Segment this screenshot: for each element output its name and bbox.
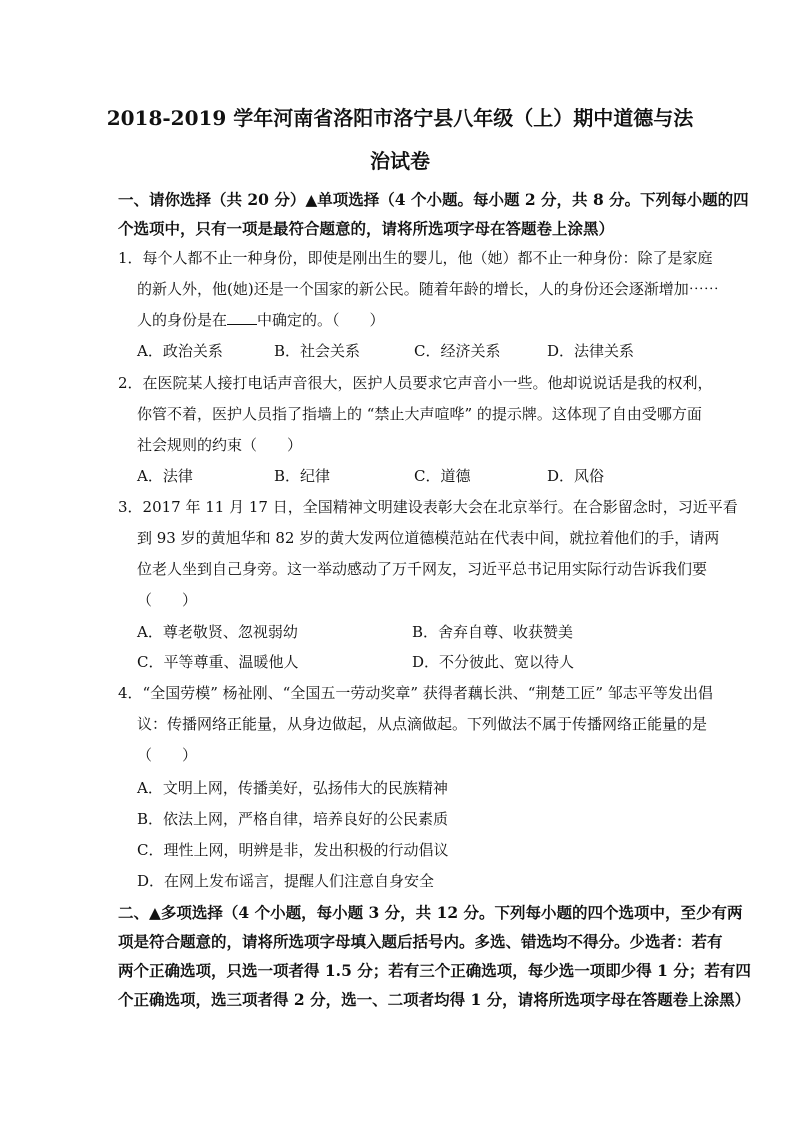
section-2-line: 项是符合题意的，请将所选项字母填入题后括号内。多选、错选均不得分。少选者：若有 xyxy=(118,932,723,951)
question-4-line: 议：传播网络正能量，从身边做起，从点滴做起。下列做法不属于传播网络正能量的是 xyxy=(137,715,708,733)
option-c[interactable]: C．理性上网，明辨是非，发出积极的行动倡议 xyxy=(137,841,449,859)
exam-title-line-2: 治试卷 xyxy=(370,149,430,173)
question-1-line: 1．每个人都不止一种身份，即使是刚出生的婴儿，他（她）都不止一种身份：除了是家庭 xyxy=(118,249,713,267)
question-3-line: （ ） xyxy=(137,591,198,609)
option-b[interactable]: B．社会关系 xyxy=(274,342,361,360)
question-4-line: 4．“全国劳模” 杨祉刚、“全国五一劳动奖章” 获得者藕长洪、“荆楚工匠” 邹志平等发出倡 xyxy=(118,684,713,702)
section-2-line: 两个正确选项，只选一项者得 1.5 分；若有三个正确选项，每少选一项即少得 1 分；若有四 xyxy=(118,961,751,980)
question-2-line: 你管不着，医护人员指了指墙上的 “禁止大声喧哗” 的提示牌。这体现了自由受哪方面 xyxy=(137,405,702,423)
question-2-line: 2．在医院某人接打电话声音很大，医护人员要求它声音小一些。他却说说话是我的权利， xyxy=(118,374,713,392)
option-d[interactable]: D．风俗 xyxy=(547,467,605,485)
question-2-line: 社会规则的约束（ ） xyxy=(137,436,303,454)
option-a[interactable]: A．法律 xyxy=(137,467,193,485)
option-c[interactable]: C．经济关系 xyxy=(414,342,501,360)
option-d[interactable]: D．在网上发布谣言，提醒人们注意自身安全 xyxy=(137,872,435,890)
question-1-text-before-blank: 人的身份是在 xyxy=(137,311,228,329)
section-2-line: 二、▲多项选择（4 个小题，每小题 3 分，共 12 分。下列每小题的四个选项中，至少有两 xyxy=(118,903,743,922)
question-3 xyxy=(118,492,738,616)
option-c[interactable]: C．平等尊重、温暖他人 xyxy=(137,653,299,671)
option-b[interactable]: B．依法上网，严格自律，培养良好的公民素质 xyxy=(137,810,449,828)
question-3-line: 到 93 岁的黄旭华和 82 岁的黄大发两位道德模范站在代表中间，就拉着他们的手，请两 xyxy=(137,529,720,547)
question-3-line: 位老人坐到自己身旁。这一举动感动了万千网友，习近平总书记用实际行动告诉我们要 xyxy=(137,560,708,578)
exam-title-line-1: 2018-2019 学年河南省洛阳市洛宁县八年级（上）期中道德与法 xyxy=(106,106,694,130)
section-2-line: 个正确选项，选三项者得 2 分，选一、二项者均得 1 分，请将所选项字母在答题卷上涂黑） xyxy=(118,990,751,1009)
option-d[interactable]: D．不分彼此、宽以待人 xyxy=(412,653,575,671)
section-1-line: 个选项中，只有一项是最符合题意的，请将所选项字母在答题卷上涂黑） xyxy=(118,219,615,238)
question-3-line: 3．2017 年 11 月 17 日，全国精神文明建设表彰大会在北京举行。在合影留念时，习近平看 xyxy=(118,498,738,516)
option-a[interactable]: A．尊老敬贤、忽视弱幼 xyxy=(137,623,298,641)
option-b[interactable]: B．舍弃自尊、收获赞美 xyxy=(412,623,574,641)
section-2-instructions xyxy=(118,898,751,1014)
question-1-line: 的新人外，他(她)还是一个国家的新公民。随着年龄的增长，人的身份还会逐渐增加⋯⋯ xyxy=(137,280,719,298)
answer-blank[interactable] xyxy=(227,312,257,325)
option-a[interactable]: A．文明上网，传播美好，弘扬伟大的民族精神 xyxy=(137,779,448,797)
option-b[interactable]: B．纪律 xyxy=(274,467,331,485)
question-4 xyxy=(118,678,713,771)
question-1-text-after-blank: 中确定的。（ ） xyxy=(257,311,385,329)
section-1-instructions xyxy=(118,185,749,243)
section-1-line: 一、请你选择（共 20 分）▲单项选择（4 个小题。每小题 2 分，共 8 分。下列每小题的四 xyxy=(118,190,749,209)
question-1 xyxy=(118,243,719,336)
option-d[interactable]: D．法律关系 xyxy=(547,342,635,360)
question-4-line: （ ） xyxy=(137,746,198,764)
option-a[interactable]: A．政治关系 xyxy=(137,342,223,360)
question-1-line xyxy=(118,305,688,336)
option-c[interactable]: C．道德 xyxy=(414,467,471,485)
question-2 xyxy=(118,368,713,461)
